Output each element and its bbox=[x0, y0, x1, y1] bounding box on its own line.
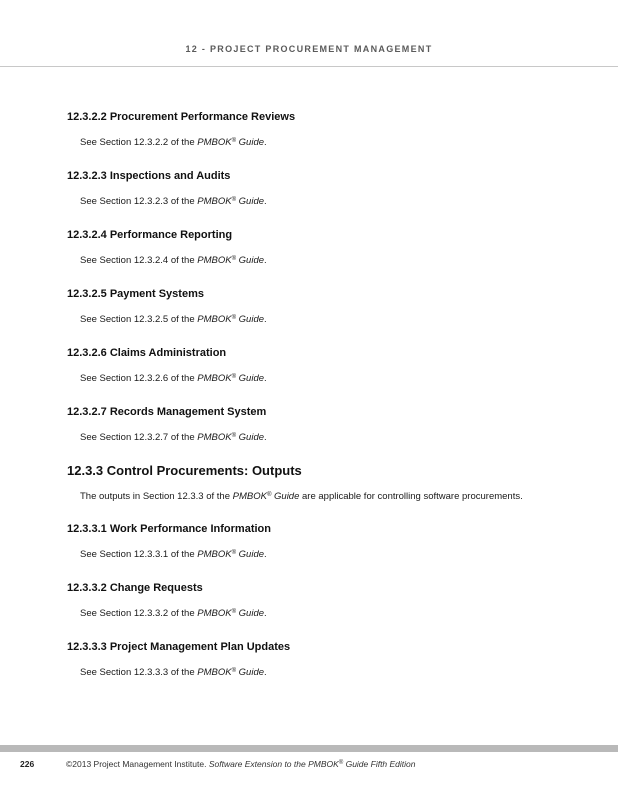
section-heading: 12.3.2.2 Procurement Performance Reviews bbox=[67, 111, 296, 123]
section-heading: 12.3.2.3 Inspections and Audits bbox=[67, 170, 231, 182]
section-reference: See Section 12.3.2.6 of the PMBOK® Guide. bbox=[80, 373, 267, 384]
section-reference: See Section 12.3.2.5 of the PMBOK® Guide. bbox=[80, 314, 267, 325]
section-heading: 12.3.3.3 Project Management Plan Updates bbox=[67, 641, 291, 653]
section-heading: 12.3.2.6 Claims Administration bbox=[67, 347, 227, 359]
section-heading: 12.3.3.2 Change Requests bbox=[67, 582, 203, 594]
section-heading: 12.3.2.4 Performance Reporting bbox=[67, 229, 233, 241]
footer-rule bbox=[0, 745, 618, 752]
section-reference: See Section 12.3.2.3 of the PMBOK® Guide. bbox=[80, 196, 267, 207]
page-content bbox=[67, 110, 567, 679]
section-heading: 12.3.2.5 Payment Systems bbox=[67, 288, 204, 300]
section-heading: 12.3.3.1 Work Performance Information bbox=[67, 523, 271, 535]
section-reference: See Section 12.3.2.2 of the PMBOK® Guide. bbox=[80, 137, 267, 148]
chapter-title: 12 - PROJECT PROCUREMENT MANAGEMENT bbox=[185, 44, 433, 54]
section-reference: See Section 12.3.3.2 of the PMBOK® Guide. bbox=[80, 608, 267, 619]
page-footer bbox=[0, 757, 618, 771]
section-heading: 12.3.2.7 Records Management System bbox=[67, 406, 267, 418]
section-reference: See Section 12.3.2.4 of the PMBOK® Guide. bbox=[80, 255, 267, 266]
copyright-line: ©2013 Project Management Institute. Software Extension to the PMBOK® Guide Fifth Edition bbox=[66, 759, 416, 769]
running-header bbox=[0, 0, 618, 67]
section-reference: See Section 12.3.3.1 of the PMBOK® Guide. bbox=[80, 549, 267, 560]
section-reference: See Section 12.3.2.7 of the PMBOK® Guide. bbox=[80, 432, 267, 443]
outputs-intro: The outputs in Section 12.3.3 of the PMBOK® Guide are applicable for controlling software procurements. bbox=[80, 491, 523, 502]
outputs-heading: 12.3.3 Control Procurements: Outputs bbox=[67, 463, 302, 478]
section-reference: See Section 12.3.3.3 of the PMBOK® Guide. bbox=[80, 667, 267, 678]
page-number: 226 bbox=[20, 759, 35, 769]
